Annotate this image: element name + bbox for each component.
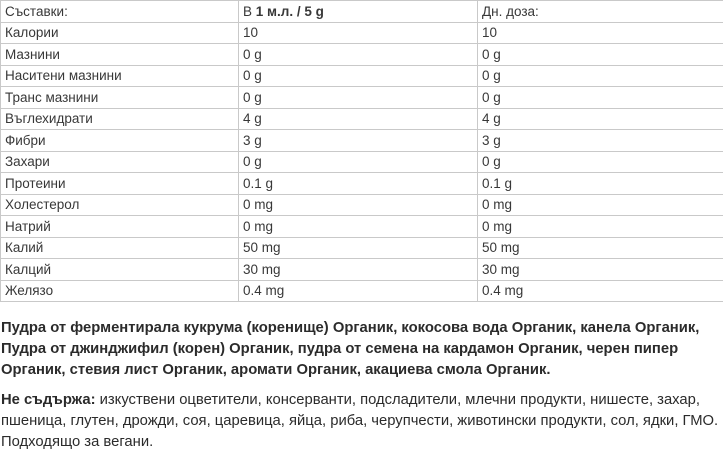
daily-dose-cell: 0 g	[478, 44, 723, 66]
per-serving-cell: 4 g	[239, 108, 478, 130]
table-row	[1, 87, 723, 109]
table-row	[1, 108, 723, 130]
table-header-row	[1, 1, 723, 23]
per-serving-cell: 0 g	[239, 151, 478, 173]
nutrient-name-cell: Желязо	[1, 280, 239, 302]
table-row	[1, 216, 723, 238]
table-header	[1, 1, 723, 23]
per-serving-cell: 50 mg	[239, 237, 478, 259]
daily-dose-cell: 50 mg	[478, 237, 723, 259]
header-ingredients: Съставки:	[1, 1, 239, 23]
table-body	[1, 22, 723, 302]
header-daily-dose: Дн. доза:	[478, 1, 723, 23]
nutrient-name-cell: Въглехидрати	[1, 108, 239, 130]
per-serving-cell: 0 g	[239, 44, 478, 66]
per-serving-cell: 0 mg	[239, 216, 478, 238]
per-serving-cell: 10	[239, 22, 478, 44]
nutrient-name-cell: Захари	[1, 151, 239, 173]
daily-dose-cell: 0 g	[478, 65, 723, 87]
per-serving-cell: 0 mg	[239, 194, 478, 216]
per-serving-cell: 3 g	[239, 130, 478, 152]
daily-dose-cell: 4 g	[478, 108, 723, 130]
nutrient-name-cell: Фибри	[1, 130, 239, 152]
nutrient-name-cell: Калории	[1, 22, 239, 44]
daily-dose-cell: 0 mg	[478, 216, 723, 238]
not-contains-label: Не съдържа:	[1, 392, 96, 408]
header-per-serving	[239, 1, 478, 23]
per-serving-cell: 0 g	[239, 65, 478, 87]
nutrient-name-cell: Калий	[1, 237, 239, 259]
daily-dose-cell: 0 mg	[478, 194, 723, 216]
table-row	[1, 44, 723, 66]
ingredients-paragraph: Пудра от ферментирала кукрума (коренище) Органик, кокосова вода Органик, канела Органик, Пудра от джинджифил (корен) Органик, пудра от семена на кардамон Органик, черен пипер Органик, стевия лист Органик, аромати Органик, акациева смола Органик.	[1, 318, 722, 381]
not-contains-text: изкуствени оцветители, консерванти, подсладители, млечни продукти, нишесте, захар, пшеница, глутен, дрожди, соя, царевица, яйца, риба, черупчести, животински продукти, сол, ядки, ГМО. Подходящо за вегани.	[1, 392, 718, 450]
table-row	[1, 194, 723, 216]
description-section	[1, 318, 722, 453]
nutrient-name-cell: Калций	[1, 259, 239, 281]
daily-dose-cell: 0.1 g	[478, 173, 723, 195]
per-serving-cell: 0 g	[239, 87, 478, 109]
table-row	[1, 237, 723, 259]
per-serving-cell: 0.1 g	[239, 173, 478, 195]
daily-dose-cell: 0.4 mg	[478, 280, 723, 302]
nutrient-name-cell: Мазнини	[1, 44, 239, 66]
header-per-serving-amount: 1 м.л. / 5 g	[256, 4, 324, 19]
daily-dose-cell: 0 g	[478, 151, 723, 173]
nutrient-name-cell: Натрий	[1, 216, 239, 238]
nutrient-name-cell: Холестерол	[1, 194, 239, 216]
nutrient-name-cell: Протеини	[1, 173, 239, 195]
table-row	[1, 151, 723, 173]
daily-dose-cell: 0 g	[478, 87, 723, 109]
per-serving-cell: 0.4 mg	[239, 280, 478, 302]
daily-dose-cell: 10	[478, 22, 723, 44]
nutrient-name-cell: Транс мазнини	[1, 87, 239, 109]
table-row	[1, 65, 723, 87]
nutrient-name-cell: Наситени мазнини	[1, 65, 239, 87]
table-row	[1, 173, 723, 195]
daily-dose-cell: 30 mg	[478, 259, 723, 281]
per-serving-cell: 30 mg	[239, 259, 478, 281]
table-row	[1, 22, 723, 44]
daily-dose-cell: 3 g	[478, 130, 723, 152]
table-row	[1, 130, 723, 152]
table-row	[1, 259, 723, 281]
not-contains-paragraph	[1, 390, 722, 453]
table-row	[1, 280, 723, 302]
header-per-serving-prefix: В	[243, 4, 256, 19]
